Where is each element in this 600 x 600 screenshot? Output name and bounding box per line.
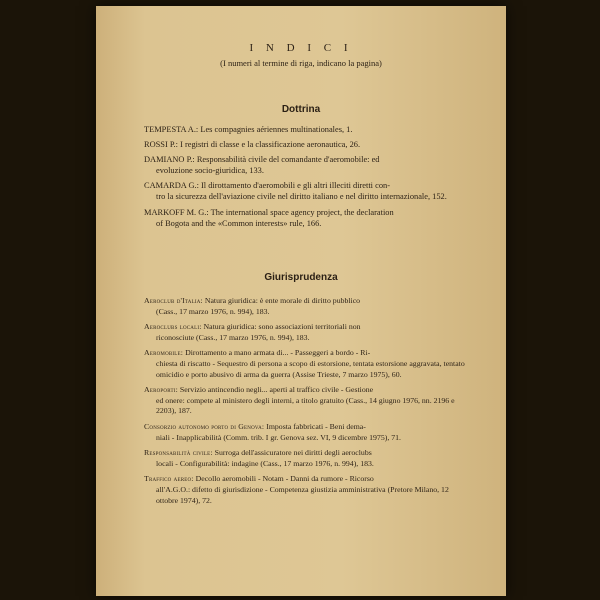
giurisprudenza-entry — [144, 474, 472, 506]
dottrina-entry — [144, 154, 472, 176]
entry-text: Dirottamento a mano armata di... - Passeggeri a bordo - Ri- — [185, 348, 371, 358]
entry-continuation: locali - Configurabilità: indagine (Cass., 17 marzo 1976, n. 994), 183. — [156, 458, 374, 468]
entry-heading: Aeroclub d'Italia: — [144, 296, 203, 305]
entry-heading: Aeroporti: — [144, 385, 178, 395]
entry-author: MARKOFF M. G.: — [144, 207, 209, 217]
entry-heading: Aeroclubs locali: — [144, 322, 202, 332]
entry-continuation: niali - Inapplicabilità (Comm. trib. I gr. Genova sez. VI, 9 dicembre 1975), 71. — [156, 432, 401, 442]
entry-continuation: chiesta di riscatto - Sequestro di persona a scopo di estorsione, tentata estorsione aggravata, tentato omicidio e porto abusivo di arma da guerra (Assise Trieste, 7 marzo 1975), 60. — [156, 358, 465, 379]
entry-text: Les compagnies aériennes multinationales, 1. — [200, 125, 353, 134]
dottrina-entry — [144, 139, 472, 150]
entry-heading: Traffico aereo: — [144, 474, 194, 484]
entry-author: CAMARDA G.: — [144, 181, 199, 191]
entry-text: Decollo aeromobili - Notam - Danni da rumore - Ricorso — [195, 474, 374, 484]
entry-author: TEMPESTA A.: — [144, 125, 199, 134]
entry-text: Natura giuridica: è ente morale di diritto pubblico — [204, 296, 361, 305]
entry-text: I registri di classe e la classificazione aeronautica, 26. — [180, 140, 361, 150]
giurisprudenza-entry — [144, 448, 472, 469]
giurisprudenza-entry — [144, 348, 472, 380]
dottrina-entry — [144, 180, 472, 202]
entry-text: Servizio antincendio negli... aperti al traffico civile - Gestione — [179, 385, 374, 395]
giurisprudenza-entry — [144, 322, 472, 343]
entry-text: Natura giuridica: sono associazioni territoriali non — [203, 322, 361, 332]
dottrina-list — [144, 124, 472, 233]
entry-text: Imposta fabbricati - Beni dema- — [266, 421, 366, 431]
entry-continuation: of Bogota and the «Common interests» rule, 166. — [156, 218, 322, 228]
entry-heading: Consorzio autonomo porto di Genova: — [144, 421, 265, 431]
book-page — [96, 6, 506, 596]
entry-continuation: riconosciute (Cass., 17 marzo 1976, n. 994), 183. — [156, 332, 310, 342]
entry-text: Il dirottamento d'aeromobili e gli altri illeciti diretti con- — [201, 181, 390, 191]
index-title: I N D I C I — [249, 42, 353, 54]
giurisprudenza-entry — [144, 422, 472, 443]
section-title-dottrina: Dottrina — [281, 104, 321, 115]
entry-heading: Responsabilità civile: — [144, 448, 213, 458]
entry-text: Responsabilità civile del comandante d'aeromobile: ed — [196, 155, 380, 165]
entry-text: The international space agency project, the declaration — [210, 207, 394, 217]
entry-continuation: all'A.G.O.: difetto di giurisdizione - Competenza giustizia amministrativa (Pretore Milano, 12 ottobre 1974), 72. — [156, 484, 449, 505]
section-title-giurisprudenza: Giurisprudenza — [264, 272, 338, 283]
dottrina-entry — [144, 207, 472, 229]
entry-author: DAMIANO P.: — [144, 155, 195, 165]
entry-continuation: tro la sicurezza dell'aviazione civile nel diritto italiano e nel diritto internazionale, 152. — [156, 192, 447, 202]
entry-text: Surroga dell'assicuratore nei diritti degli aeroclubs — [214, 448, 372, 458]
entry-author: ROSSI P.: — [144, 140, 178, 150]
giurisprudenza-entry — [144, 296, 472, 317]
index-subtitle: (I numeri al termine di riga, indicano la pagina) — [220, 58, 382, 68]
giurisprudenza-entry — [144, 385, 472, 417]
dottrina-entry — [144, 124, 472, 135]
entry-heading: Aeromobile: — [144, 348, 184, 358]
entry-continuation: (Cass., 17 marzo 1976, n. 994), 183. — [156, 306, 270, 316]
entry-continuation: evoluzione socio-giuridica, 133. — [156, 166, 264, 176]
entry-continuation: ed onere: compete al ministero degli interni, a titolo gratuito (Cass., 14 giugno 1976, nn. 2196 e 2203), 187. — [156, 395, 455, 416]
giurisprudenza-list — [144, 296, 472, 511]
